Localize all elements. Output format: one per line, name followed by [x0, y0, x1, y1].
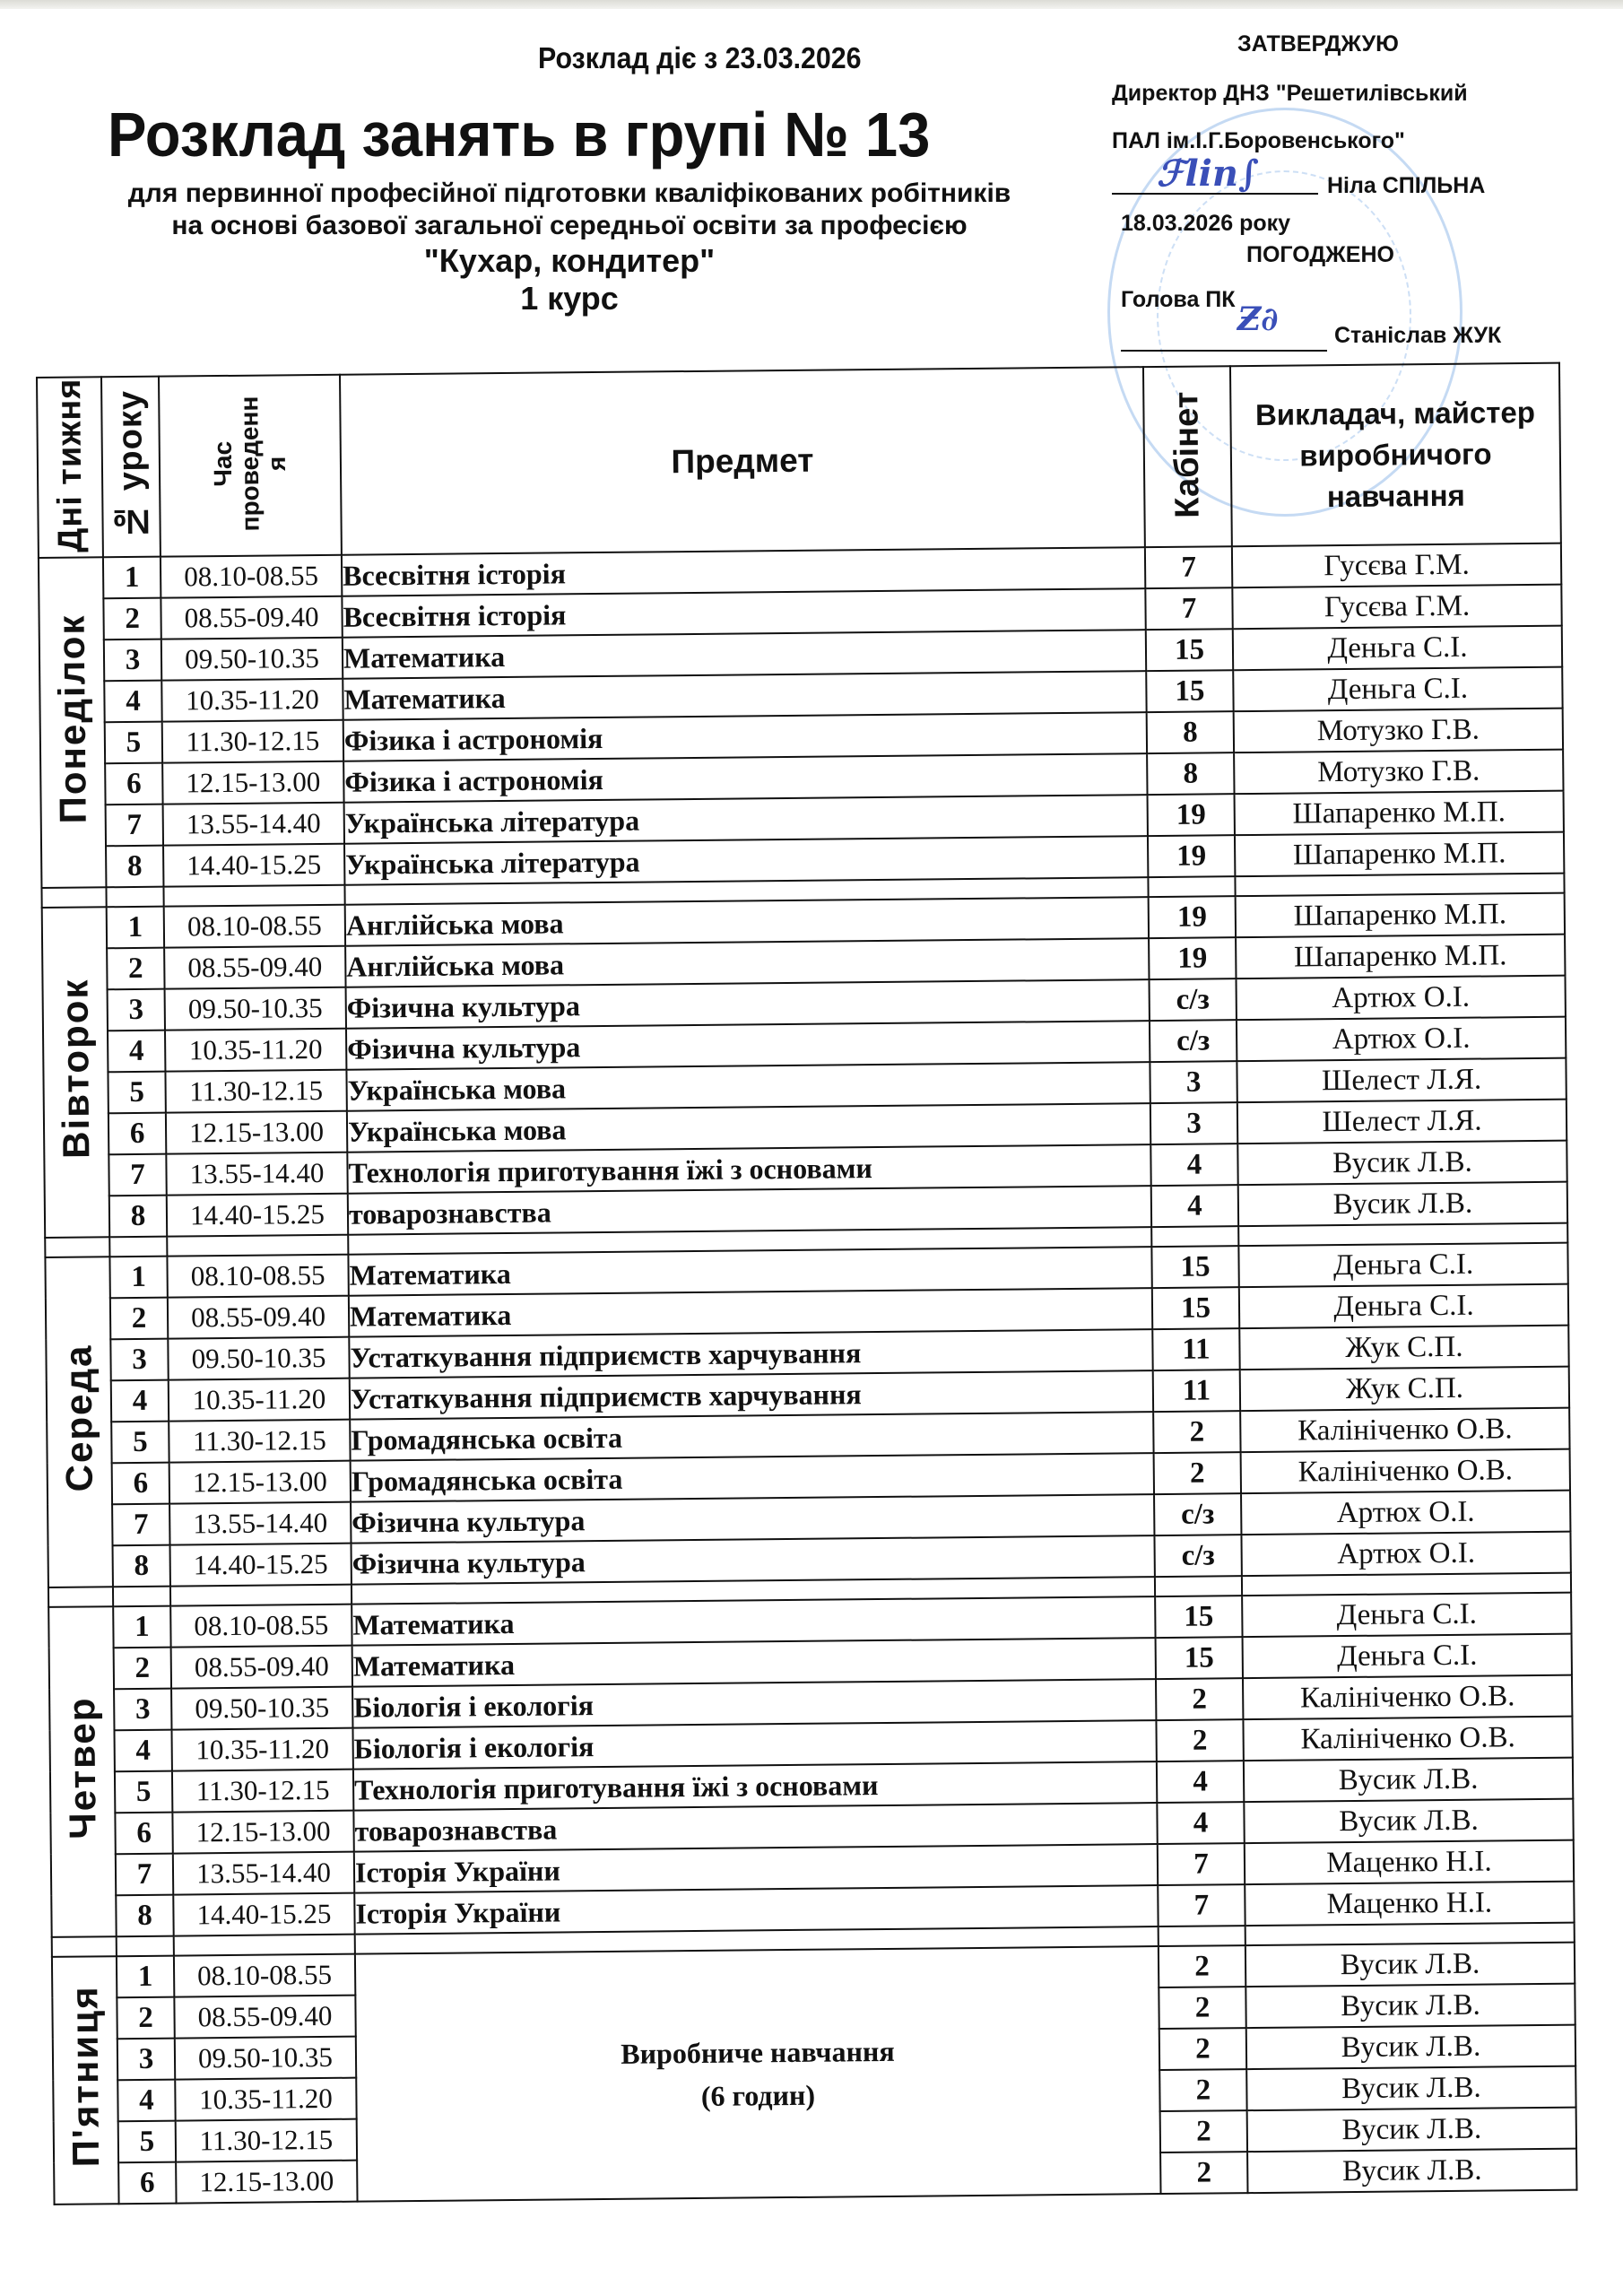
approve-label: ЗАТВЕРДЖУЮ	[1237, 31, 1399, 57]
lesson-teacher: Шапаренко М.П.	[1235, 791, 1564, 836]
lesson-number: 6	[118, 2162, 176, 2205]
scan-edge	[0, 0, 1623, 9]
lesson-number: 6	[115, 1813, 172, 1855]
day-name: Вівторок	[53, 978, 98, 1160]
lesson-number: 1	[109, 1257, 167, 1299]
separator-cell	[1155, 1576, 1242, 1596]
lesson-number: 4	[104, 681, 161, 723]
lesson-teacher: Деньга С.І.	[1239, 1284, 1568, 1329]
lesson-number: 3	[117, 2039, 175, 2081]
lesson-teacher: Вусик Л.В.	[1245, 1984, 1575, 2029]
lesson-time: 11.30-12.15	[165, 1070, 346, 1113]
lesson-teacher: Деньга С.І.	[1233, 626, 1562, 671]
lesson-room: 7	[1145, 546, 1232, 588]
lesson-teacher: Вусик Л.В.	[1245, 1943, 1575, 1987]
lesson-teacher: Шапаренко М.П.	[1236, 893, 1565, 938]
lesson-time: 10.35-11.20	[165, 1029, 346, 1072]
lesson-subject: Громадянська освіта	[351, 1453, 1154, 1502]
lesson-teacher: Мотузко Г.В.	[1234, 750, 1563, 795]
lesson-number: 4	[111, 1380, 169, 1422]
merged-subject	[355, 1946, 1161, 2202]
lesson-teacher: Шелест Л.Я.	[1237, 1058, 1566, 1103]
lesson-room: 15	[1155, 1596, 1242, 1638]
day-name: Четвер	[60, 1696, 104, 1840]
lesson-room: 4	[1151, 1185, 1238, 1227]
lesson-number: 6	[108, 1113, 166, 1155]
lesson-time: 08.10-08.55	[170, 1605, 352, 1648]
lesson-time: 08.55-09.40	[168, 1296, 349, 1339]
separator-cell	[109, 1237, 167, 1257]
lesson-teacher: Деньга С.І.	[1243, 1634, 1572, 1679]
lesson-time: 10.35-11.20	[171, 1728, 352, 1771]
lesson-number: 4	[114, 1730, 171, 1772]
schedule-table	[36, 362, 1577, 2205]
lesson-teacher: Гусєва Г.М.	[1232, 544, 1561, 588]
lesson-teacher: Шапаренко М.П.	[1236, 935, 1565, 979]
lesson-room: 8	[1147, 711, 1234, 753]
lesson-time: 10.35-11.20	[161, 679, 343, 722]
lesson-subject: Українська мова	[347, 1103, 1150, 1152]
subtitle-line-2: на основі базової загальної середньої освіти за професією	[171, 211, 968, 240]
lesson-teacher: Мотузко Г.В.	[1234, 709, 1563, 753]
lesson-teacher: Артюх О.І.	[1241, 1491, 1570, 1535]
lesson-room: 4	[1157, 1761, 1244, 1803]
lesson-room: 15	[1156, 1637, 1243, 1679]
page-title: Розклад занять в групі № 13	[108, 100, 931, 170]
separator-cell	[113, 1587, 170, 1607]
lesson-teacher: Калініченко О.В.	[1241, 1449, 1570, 1494]
lesson-number: 5	[115, 1771, 172, 1813]
lesson-teacher: Деньга С.І.	[1233, 667, 1562, 712]
lesson-room: 2	[1159, 1987, 1245, 2029]
lesson-time: 10.35-11.20	[169, 1378, 350, 1422]
header-time: Час проведенн я	[159, 375, 342, 557]
separator-cell	[1148, 876, 1235, 897]
lesson-subject: Технологія приготування їжі з основами	[353, 1761, 1157, 1811]
lesson-number: 5	[105, 722, 162, 764]
lesson-teacher: Вусик Л.В.	[1244, 1758, 1573, 1803]
lesson-time: 08.10-08.55	[167, 1255, 348, 1298]
lesson-number: 1	[113, 1606, 170, 1648]
lesson-subject: Громадянська освіта	[350, 1412, 1153, 1461]
lesson-number: 5	[111, 1422, 169, 1464]
lesson-time: 13.55-14.40	[166, 1152, 347, 1196]
lesson-subject: Англійська мова	[345, 938, 1149, 987]
lesson-number: 4	[108, 1031, 165, 1073]
lesson-room: 2	[1159, 2069, 1246, 2111]
lesson-teacher: Маценко Н.І.	[1245, 1840, 1574, 1885]
lesson-time: 12.15-13.00	[172, 1811, 353, 1854]
lesson-room: 2	[1154, 1452, 1241, 1494]
lesson-number: 3	[110, 1339, 168, 1381]
lesson-number: 8	[106, 846, 163, 888]
lesson-time: 13.55-14.40	[173, 1852, 354, 1895]
day-name: Понеділок	[49, 613, 94, 824]
lesson-subject: Всесвітня історія	[342, 588, 1145, 638]
lesson-number: 2	[103, 598, 161, 640]
lesson-time: 11.30-12.15	[172, 1770, 353, 1813]
lesson-teacher: Артюх О.І.	[1241, 1532, 1570, 1577]
merged-subject-line-1: Виробниче навчання	[621, 2035, 895, 2071]
lesson-subject: Біологія і екологія	[352, 1679, 1156, 1728]
lesson-room: 11	[1152, 1328, 1239, 1370]
merged-subject-line-2: (6 годин)	[700, 2078, 816, 2113]
lesson-subject: Всесвітня історія	[342, 547, 1145, 596]
lesson-subject: Українська мова	[346, 1062, 1150, 1111]
lesson-number: 8	[109, 1196, 167, 1238]
director-signature: ℱlin∫	[1157, 152, 1260, 195]
lesson-number: 3	[104, 639, 161, 682]
lesson-subject: Математика	[352, 1596, 1155, 1646]
separator-cell	[163, 885, 344, 907]
lesson-number: 3	[114, 1689, 171, 1731]
course: 1 курс	[520, 280, 619, 317]
separator-cell	[45, 1237, 109, 1257]
lesson-room: 11	[1153, 1370, 1240, 1412]
separator-cell	[117, 1936, 174, 1957]
lesson-time: 08.55-09.40	[161, 596, 342, 639]
head-signature-line	[1121, 350, 1327, 352]
day-name: Середа	[56, 1344, 100, 1492]
separator-cell	[170, 1585, 352, 1606]
head-label: Голова ПК	[1121, 287, 1236, 312]
lesson-room: 3	[1150, 1102, 1237, 1144]
lesson-room: 19	[1148, 794, 1235, 836]
lesson-subject: Фізична культура	[352, 1535, 1155, 1585]
lesson-room: 2	[1159, 2028, 1246, 2070]
lesson-teacher: Вусик Л.В.	[1244, 1799, 1573, 1844]
lesson-time: 09.50-10.35	[171, 1687, 352, 1730]
lesson-time: 08.55-09.40	[164, 946, 345, 989]
lesson-room: 2	[1156, 1719, 1243, 1761]
lesson-subject: Технологія приготування їжі з основами	[347, 1144, 1150, 1194]
lesson-room: с/з	[1154, 1535, 1241, 1577]
lesson-room: 7	[1158, 1884, 1245, 1926]
approval-date: 18.03.2026 року	[1121, 211, 1291, 236]
lesson-teacher: Калініченко О.В.	[1240, 1408, 1569, 1453]
lesson-subject: Українська література	[344, 795, 1148, 844]
lesson-subject: Математика	[343, 630, 1146, 679]
lesson-subject: Математика	[349, 1288, 1152, 1337]
header-day: Дні тижня	[37, 377, 103, 558]
lesson-time: 08.55-09.40	[171, 1646, 352, 1689]
lesson-number: 7	[116, 1854, 173, 1896]
lesson-teacher: Гусєва Г.М.	[1232, 585, 1561, 630]
lesson-teacher: Вусик Л.В.	[1247, 2149, 1576, 2194]
lesson-room: 15	[1146, 670, 1233, 712]
lesson-number: 2	[110, 1298, 168, 1340]
day-name: П'ятниця	[63, 1985, 108, 2168]
separator-cell	[48, 1587, 113, 1607]
lesson-number: 4	[117, 2080, 175, 2122]
lesson-subject: Українська література	[344, 836, 1148, 885]
lesson-room: 7	[1158, 1843, 1245, 1885]
lesson-teacher: Вусик Л.В.	[1247, 2108, 1576, 2152]
lesson-room: 2	[1160, 2152, 1247, 2194]
lesson-teacher: Артюх О.І.	[1237, 1017, 1566, 1062]
lesson-time: 11.30-12.15	[162, 720, 343, 763]
lesson-teacher: Вусик Л.В.	[1237, 1141, 1567, 1186]
lesson-time: 08.10-08.55	[161, 555, 342, 598]
lesson-subject: Біологія і екологія	[352, 1720, 1156, 1770]
lesson-time: 08.55-09.40	[174, 1996, 355, 2039]
lesson-time: 12.15-13.00	[166, 1111, 347, 1154]
lesson-time: 11.30-12.15	[176, 2119, 357, 2162]
lesson-teacher: Калініченко О.В.	[1243, 1675, 1572, 1720]
header-subject: Предмет	[340, 367, 1145, 555]
schedule-body	[39, 544, 1577, 2205]
lesson-teacher: Шелест Л.Я.	[1237, 1100, 1567, 1144]
header-teacher: Викладач, майстер виробничого навчання	[1230, 363, 1561, 547]
lesson-time: 09.50-10.35	[175, 2037, 356, 2080]
lesson-room: 15	[1152, 1287, 1239, 1329]
lesson-subject: Математика	[343, 671, 1146, 720]
lesson-room: 7	[1145, 587, 1232, 630]
separator-cell	[174, 1935, 355, 1956]
lesson-number: 1	[117, 1956, 174, 1998]
lesson-room: с/з	[1150, 1020, 1237, 1062]
lesson-room: 2	[1159, 1945, 1245, 1987]
day-cell	[52, 1956, 119, 2205]
lesson-time: 14.40-15.25	[163, 844, 344, 887]
lesson-number: 2	[107, 948, 164, 990]
lesson-time: 12.15-13.00	[162, 761, 343, 804]
lesson-time: 10.35-11.20	[175, 2078, 356, 2121]
lesson-teacher: Жук С.П.	[1240, 1367, 1569, 1412]
lesson-room: с/з	[1150, 978, 1237, 1021]
lesson-teacher: Вусик Л.В.	[1238, 1182, 1567, 1227]
director-line-1: Директор ДНЗ "Решетилівський	[1112, 81, 1468, 106]
lesson-time: 12.15-13.00	[169, 1461, 351, 1504]
separator-cell	[106, 887, 163, 908]
lesson-number: 8	[113, 1545, 170, 1587]
lesson-room: 15	[1146, 629, 1233, 671]
lesson-number: 5	[118, 2121, 176, 2163]
lesson-teacher: Деньга С.І.	[1242, 1593, 1571, 1638]
subtitle-block	[72, 178, 1067, 317]
lesson-teacher: Жук С.П.	[1239, 1326, 1568, 1370]
head-name: Станіслав ЖУК	[1334, 323, 1502, 348]
agreed-label: ПОГОДЖЕНО	[1246, 242, 1394, 267]
day-cell	[48, 1606, 117, 1937]
lesson-room: 8	[1147, 752, 1234, 795]
header-room: Кабінет	[1143, 366, 1232, 547]
lesson-number: 1	[103, 557, 161, 599]
table-header-row	[37, 363, 1561, 558]
lesson-time: 13.55-14.40	[169, 1502, 351, 1545]
lesson-room: 19	[1149, 937, 1236, 979]
lesson-room: с/з	[1154, 1493, 1241, 1535]
lesson-number: 7	[112, 1504, 169, 1546]
lesson-subject: товарознавства	[353, 1803, 1157, 1852]
lesson-teacher: Шапаренко М.П.	[1235, 832, 1564, 877]
lesson-subject: товарознавства	[348, 1186, 1151, 1235]
lesson-room: 19	[1148, 835, 1235, 877]
lesson-room: 2	[1156, 1678, 1243, 1720]
profession: "Кухар, кондитер"	[423, 242, 716, 279]
lesson-room: 2	[1160, 2110, 1247, 2152]
lesson-time: 14.40-15.25	[167, 1194, 348, 1237]
lesson-teacher: Артюх О.І.	[1237, 976, 1566, 1021]
lesson-teacher: Маценко Н.І.	[1245, 1882, 1574, 1926]
lesson-time: 13.55-14.40	[163, 803, 344, 846]
lesson-number: 2	[117, 1997, 174, 2039]
lesson-room: 2	[1153, 1411, 1240, 1453]
lesson-subject: Устаткування підприємств харчування	[350, 1370, 1153, 1420]
lesson-teacher: Вусик Л.В.	[1246, 2066, 1575, 2111]
lesson-teacher: Деньга С.І.	[1238, 1243, 1567, 1288]
lesson-teacher: Вусик Л.В.	[1246, 2025, 1575, 2070]
head-signature: Ƶ∂	[1237, 300, 1279, 338]
separator-cell	[41, 887, 106, 908]
lesson-time: 14.40-15.25	[173, 1893, 354, 1936]
director-line-2: ПАЛ ім.І.Г.Боровенського"	[1112, 128, 1405, 153]
lesson-subject: Англійська мова	[345, 897, 1149, 946]
subtitle-line-1: для первинної професійної підготовки кваліфікованих робітників	[127, 178, 1011, 208]
lesson-room: 19	[1149, 896, 1236, 938]
lesson-subject: Фізика і астрономія	[343, 712, 1147, 761]
header-lesson-number: № уроку	[101, 377, 161, 558]
lesson-time: 09.50-10.35	[168, 1337, 349, 1380]
lesson-room: 3	[1150, 1061, 1237, 1103]
lesson-subject: Фізика і астрономія	[343, 753, 1147, 803]
lesson-number: 2	[114, 1648, 171, 1690]
lesson-room: 15	[1151, 1246, 1238, 1288]
lesson-number: 3	[108, 989, 165, 1031]
lesson-room: 4	[1150, 1144, 1237, 1186]
day-cell	[45, 1257, 113, 1587]
lesson-room: 4	[1157, 1802, 1244, 1844]
lesson-subject: Фізична культура	[346, 1021, 1150, 1070]
lesson-time: 08.10-08.55	[174, 1954, 355, 1997]
day-cell	[42, 907, 110, 1238]
lesson-subject: Устаткування підприємств харчування	[349, 1329, 1152, 1378]
separator-cell	[52, 1936, 117, 1957]
lesson-number: 6	[112, 1463, 169, 1505]
lesson-time: 08.10-08.55	[164, 905, 345, 948]
director-name: Ніла СПІЛЬНА	[1327, 173, 1486, 198]
lesson-number: 7	[108, 1154, 166, 1196]
lesson-teacher: Калініченко О.В.	[1243, 1717, 1572, 1761]
lesson-subject: Фізична культура	[346, 979, 1150, 1029]
day-cell	[39, 557, 107, 888]
lesson-number: 7	[106, 804, 163, 847]
lesson-subject: Історія України	[354, 1844, 1158, 1893]
lesson-number: 5	[108, 1072, 165, 1114]
lesson-time: 14.40-15.25	[170, 1544, 352, 1587]
lesson-subject: Математика	[352, 1638, 1156, 1687]
lesson-time: 09.50-10.35	[165, 987, 346, 1031]
separator-cell	[1151, 1226, 1238, 1247]
lesson-subject: Фізична культура	[351, 1494, 1154, 1544]
lesson-time: 09.50-10.35	[161, 638, 343, 681]
separator-cell	[1159, 1926, 1245, 1946]
lesson-number: 6	[105, 763, 162, 805]
lesson-subject: Математика	[348, 1247, 1151, 1296]
lesson-subject: Історія України	[354, 1885, 1158, 1935]
lesson-number: 8	[116, 1895, 173, 1937]
lesson-time: 11.30-12.15	[169, 1420, 350, 1463]
lesson-number: 1	[107, 907, 164, 949]
separator-cell	[167, 1235, 348, 1257]
valid-from: Розклад діє з 23.03.2026	[538, 41, 862, 74]
lesson-time: 12.15-13.00	[176, 2161, 357, 2204]
